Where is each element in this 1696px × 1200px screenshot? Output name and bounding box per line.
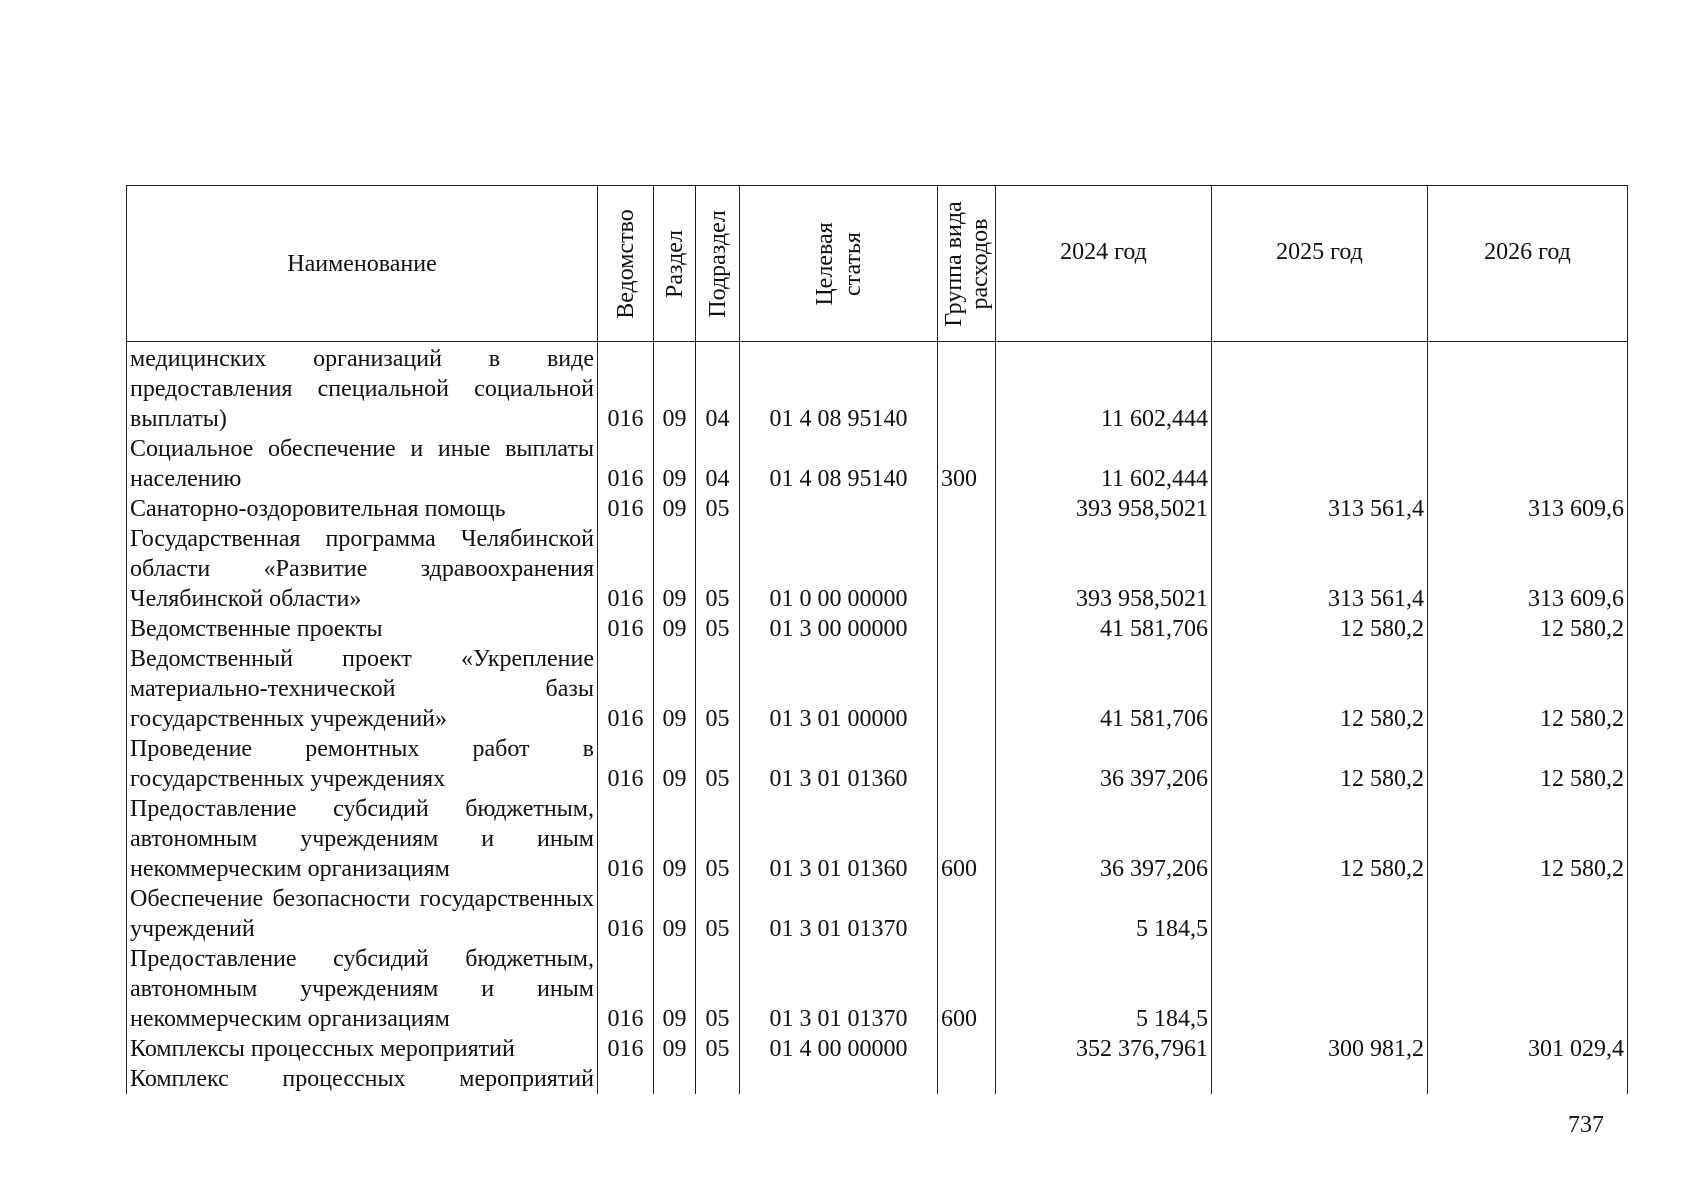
cell-name: Ведомственный проект «Укрепление материально-технической базы государственных учреждений»	[127, 644, 598, 734]
cell-value-2025: 12 580,2	[1212, 644, 1428, 734]
cell-razdel	[654, 1064, 696, 1094]
cell-gruppa-vida-raskhodov	[938, 1034, 996, 1064]
table-row	[127, 1034, 1628, 1064]
cell-razdel: 09	[654, 494, 696, 524]
cell-razdel: 09	[654, 1034, 696, 1064]
cell-value-2025: 300 981,2	[1212, 1034, 1428, 1064]
cell-gruppa-vida-raskhodov	[938, 734, 996, 794]
cell-name: Государственная программа Челябинской области «Развитие здравоохранения Челябинской области»	[127, 524, 598, 614]
cell-razdel: 09	[654, 434, 696, 494]
cell-value-2025: 12 580,2	[1212, 734, 1428, 794]
table-header-row	[127, 186, 1628, 342]
cell-value-2025: 313 561,4	[1212, 494, 1428, 524]
header-vedomstvo: Ведомство	[598, 186, 654, 342]
cell-tselevaya-statya: 01 4 08 95140	[740, 434, 938, 494]
cell-value-2026: 301 029,4	[1428, 1034, 1628, 1064]
budget-table	[126, 185, 1628, 1094]
header-razdel: Раздел	[654, 186, 696, 342]
cell-value-2024: 11 602,444	[996, 342, 1212, 435]
table-row	[127, 794, 1628, 884]
table-row	[127, 614, 1628, 644]
cell-value-2026: 313 609,6	[1428, 494, 1628, 524]
cell-value-2026: 12 580,2	[1428, 734, 1628, 794]
cell-value-2024: 11 602,444	[996, 434, 1212, 494]
cell-podrazdel: 05	[696, 734, 740, 794]
cell-value-2026: 313 609,6	[1428, 524, 1628, 614]
cell-value-2025	[1212, 1064, 1428, 1094]
cell-name: Комплекс процессных мероприятий	[127, 1064, 598, 1094]
cell-podrazdel: 05	[696, 494, 740, 524]
cell-gruppa-vida-raskhodov	[938, 614, 996, 644]
cell-name: Проведение ремонтных работ в государственных учреждениях	[127, 734, 598, 794]
cell-podrazdel: 05	[696, 644, 740, 734]
cell-gruppa-vida-raskhodov	[938, 342, 996, 435]
cell-value-2025	[1212, 434, 1428, 494]
cell-value-2024: 5 184,5	[996, 884, 1212, 944]
cell-vedomstvo: 016	[598, 342, 654, 435]
cell-vedomstvo: 016	[598, 1034, 654, 1064]
cell-razdel: 09	[654, 614, 696, 644]
cell-value-2024: 5 184,5	[996, 944, 1212, 1034]
cell-value-2024: 393 958,5021	[996, 494, 1212, 524]
header-podrazdel: Подраздел	[696, 186, 740, 342]
cell-vedomstvo: 016	[598, 524, 654, 614]
cell-value-2026	[1428, 342, 1628, 435]
table-row	[127, 494, 1628, 524]
cell-vedomstvo	[598, 1064, 654, 1094]
cell-value-2024: 36 397,206	[996, 734, 1212, 794]
table-row	[127, 644, 1628, 734]
cell-gruppa-vida-raskhodov	[938, 1064, 996, 1094]
cell-value-2026: 12 580,2	[1428, 614, 1628, 644]
header-year-2025: 2025 год	[1212, 186, 1428, 342]
cell-vedomstvo: 016	[598, 944, 654, 1034]
cell-podrazdel: 05	[696, 614, 740, 644]
cell-value-2024: 393 958,5021	[996, 524, 1212, 614]
cell-value-2026	[1428, 1064, 1628, 1094]
cell-podrazdel: 04	[696, 434, 740, 494]
cell-value-2024: 41 581,706	[996, 644, 1212, 734]
cell-podrazdel: 04	[696, 342, 740, 435]
cell-vedomstvo: 016	[598, 644, 654, 734]
cell-podrazdel: 05	[696, 1034, 740, 1064]
cell-vedomstvo: 016	[598, 794, 654, 884]
cell-tselevaya-statya	[740, 494, 938, 524]
cell-podrazdel	[696, 1064, 740, 1094]
table-row	[127, 434, 1628, 494]
table-body	[127, 342, 1628, 1095]
cell-tselevaya-statya: 01 3 01 01360	[740, 734, 938, 794]
cell-gruppa-vida-raskhodov	[938, 644, 996, 734]
cell-tselevaya-statya: 01 3 00 00000	[740, 614, 938, 644]
table-row	[127, 944, 1628, 1034]
cell-value-2024: 36 397,206	[996, 794, 1212, 884]
cell-name: Социальное обеспечение и иные выплаты населению	[127, 434, 598, 494]
table-row	[127, 1064, 1628, 1094]
cell-name: Санаторно-оздоровительная помощь	[127, 494, 598, 524]
table-row	[127, 524, 1628, 614]
cell-value-2024: 41 581,706	[996, 614, 1212, 644]
cell-tselevaya-statya	[740, 1064, 938, 1094]
table-row	[127, 884, 1628, 944]
cell-gruppa-vida-raskhodov	[938, 884, 996, 944]
cell-razdel: 09	[654, 794, 696, 884]
cell-tselevaya-statya: 01 3 01 01370	[740, 884, 938, 944]
cell-value-2025	[1212, 944, 1428, 1034]
cell-razdel: 09	[654, 884, 696, 944]
cell-name: Комплексы процессных мероприятий	[127, 1034, 598, 1064]
header-year-2026: 2026 год	[1428, 186, 1628, 342]
cell-gruppa-vida-raskhodov: 600	[938, 944, 996, 1034]
cell-vedomstvo: 016	[598, 434, 654, 494]
cell-vedomstvo: 016	[598, 884, 654, 944]
cell-gruppa-vida-raskhodov	[938, 494, 996, 524]
header-tselevaya-statya: Целевая статья	[740, 186, 938, 342]
cell-razdel: 09	[654, 644, 696, 734]
cell-value-2026	[1428, 884, 1628, 944]
cell-gruppa-vida-raskhodov: 300	[938, 434, 996, 494]
cell-tselevaya-statya: 01 0 00 00000	[740, 524, 938, 614]
cell-vedomstvo: 016	[598, 734, 654, 794]
cell-razdel: 09	[654, 342, 696, 435]
cell-razdel: 09	[654, 524, 696, 614]
cell-value-2026	[1428, 944, 1628, 1034]
cell-tselevaya-statya: 01 3 01 00000	[740, 644, 938, 734]
cell-value-2026: 12 580,2	[1428, 644, 1628, 734]
cell-value-2025: 12 580,2	[1212, 794, 1428, 884]
cell-value-2026	[1428, 434, 1628, 494]
cell-vedomstvo: 016	[598, 494, 654, 524]
header-year-2024: 2024 год	[996, 186, 1212, 342]
cell-podrazdel: 05	[696, 944, 740, 1034]
cell-podrazdel: 05	[696, 524, 740, 614]
cell-razdel: 09	[654, 734, 696, 794]
cell-gruppa-vida-raskhodov: 600	[938, 794, 996, 884]
cell-value-2024: 352 376,7961	[996, 1034, 1212, 1064]
cell-value-2025: 313 561,4	[1212, 524, 1428, 614]
cell-gruppa-vida-raskhodov	[938, 524, 996, 614]
cell-value-2025	[1212, 884, 1428, 944]
cell-vedomstvo: 016	[598, 614, 654, 644]
cell-name: Предоставление субсидий бюджетным, автономным учреждениям и иным некоммерческим организациям	[127, 794, 598, 884]
cell-tselevaya-statya: 01 4 00 00000	[740, 1034, 938, 1064]
cell-value-2025	[1212, 342, 1428, 435]
cell-name: медицинских организаций в виде предоставления специальной социальной выплаты)	[127, 342, 598, 435]
cell-name: Ведомственные проекты	[127, 614, 598, 644]
cell-tselevaya-statya: 01 3 01 01360	[740, 794, 938, 884]
page-number: 737	[1568, 1112, 1604, 1138]
cell-name: Обеспечение безопасности государственных учреждений	[127, 884, 598, 944]
cell-value-2024	[996, 1064, 1212, 1094]
header-name: Наименование	[127, 186, 598, 342]
header-gruppa-vida-raskhodov: Группа вида расходов	[938, 186, 996, 342]
cell-value-2025: 12 580,2	[1212, 614, 1428, 644]
cell-name: Предоставление субсидий бюджетным, автономным учреждениям и иным некоммерческим организациям	[127, 944, 598, 1034]
table-row	[127, 342, 1628, 435]
cell-podrazdel: 05	[696, 884, 740, 944]
table-row	[127, 734, 1628, 794]
cell-value-2026: 12 580,2	[1428, 794, 1628, 884]
cell-tselevaya-statya: 01 3 01 01370	[740, 944, 938, 1034]
cell-tselevaya-statya: 01 4 08 95140	[740, 342, 938, 435]
cell-podrazdel: 05	[696, 794, 740, 884]
cell-razdel: 09	[654, 944, 696, 1034]
